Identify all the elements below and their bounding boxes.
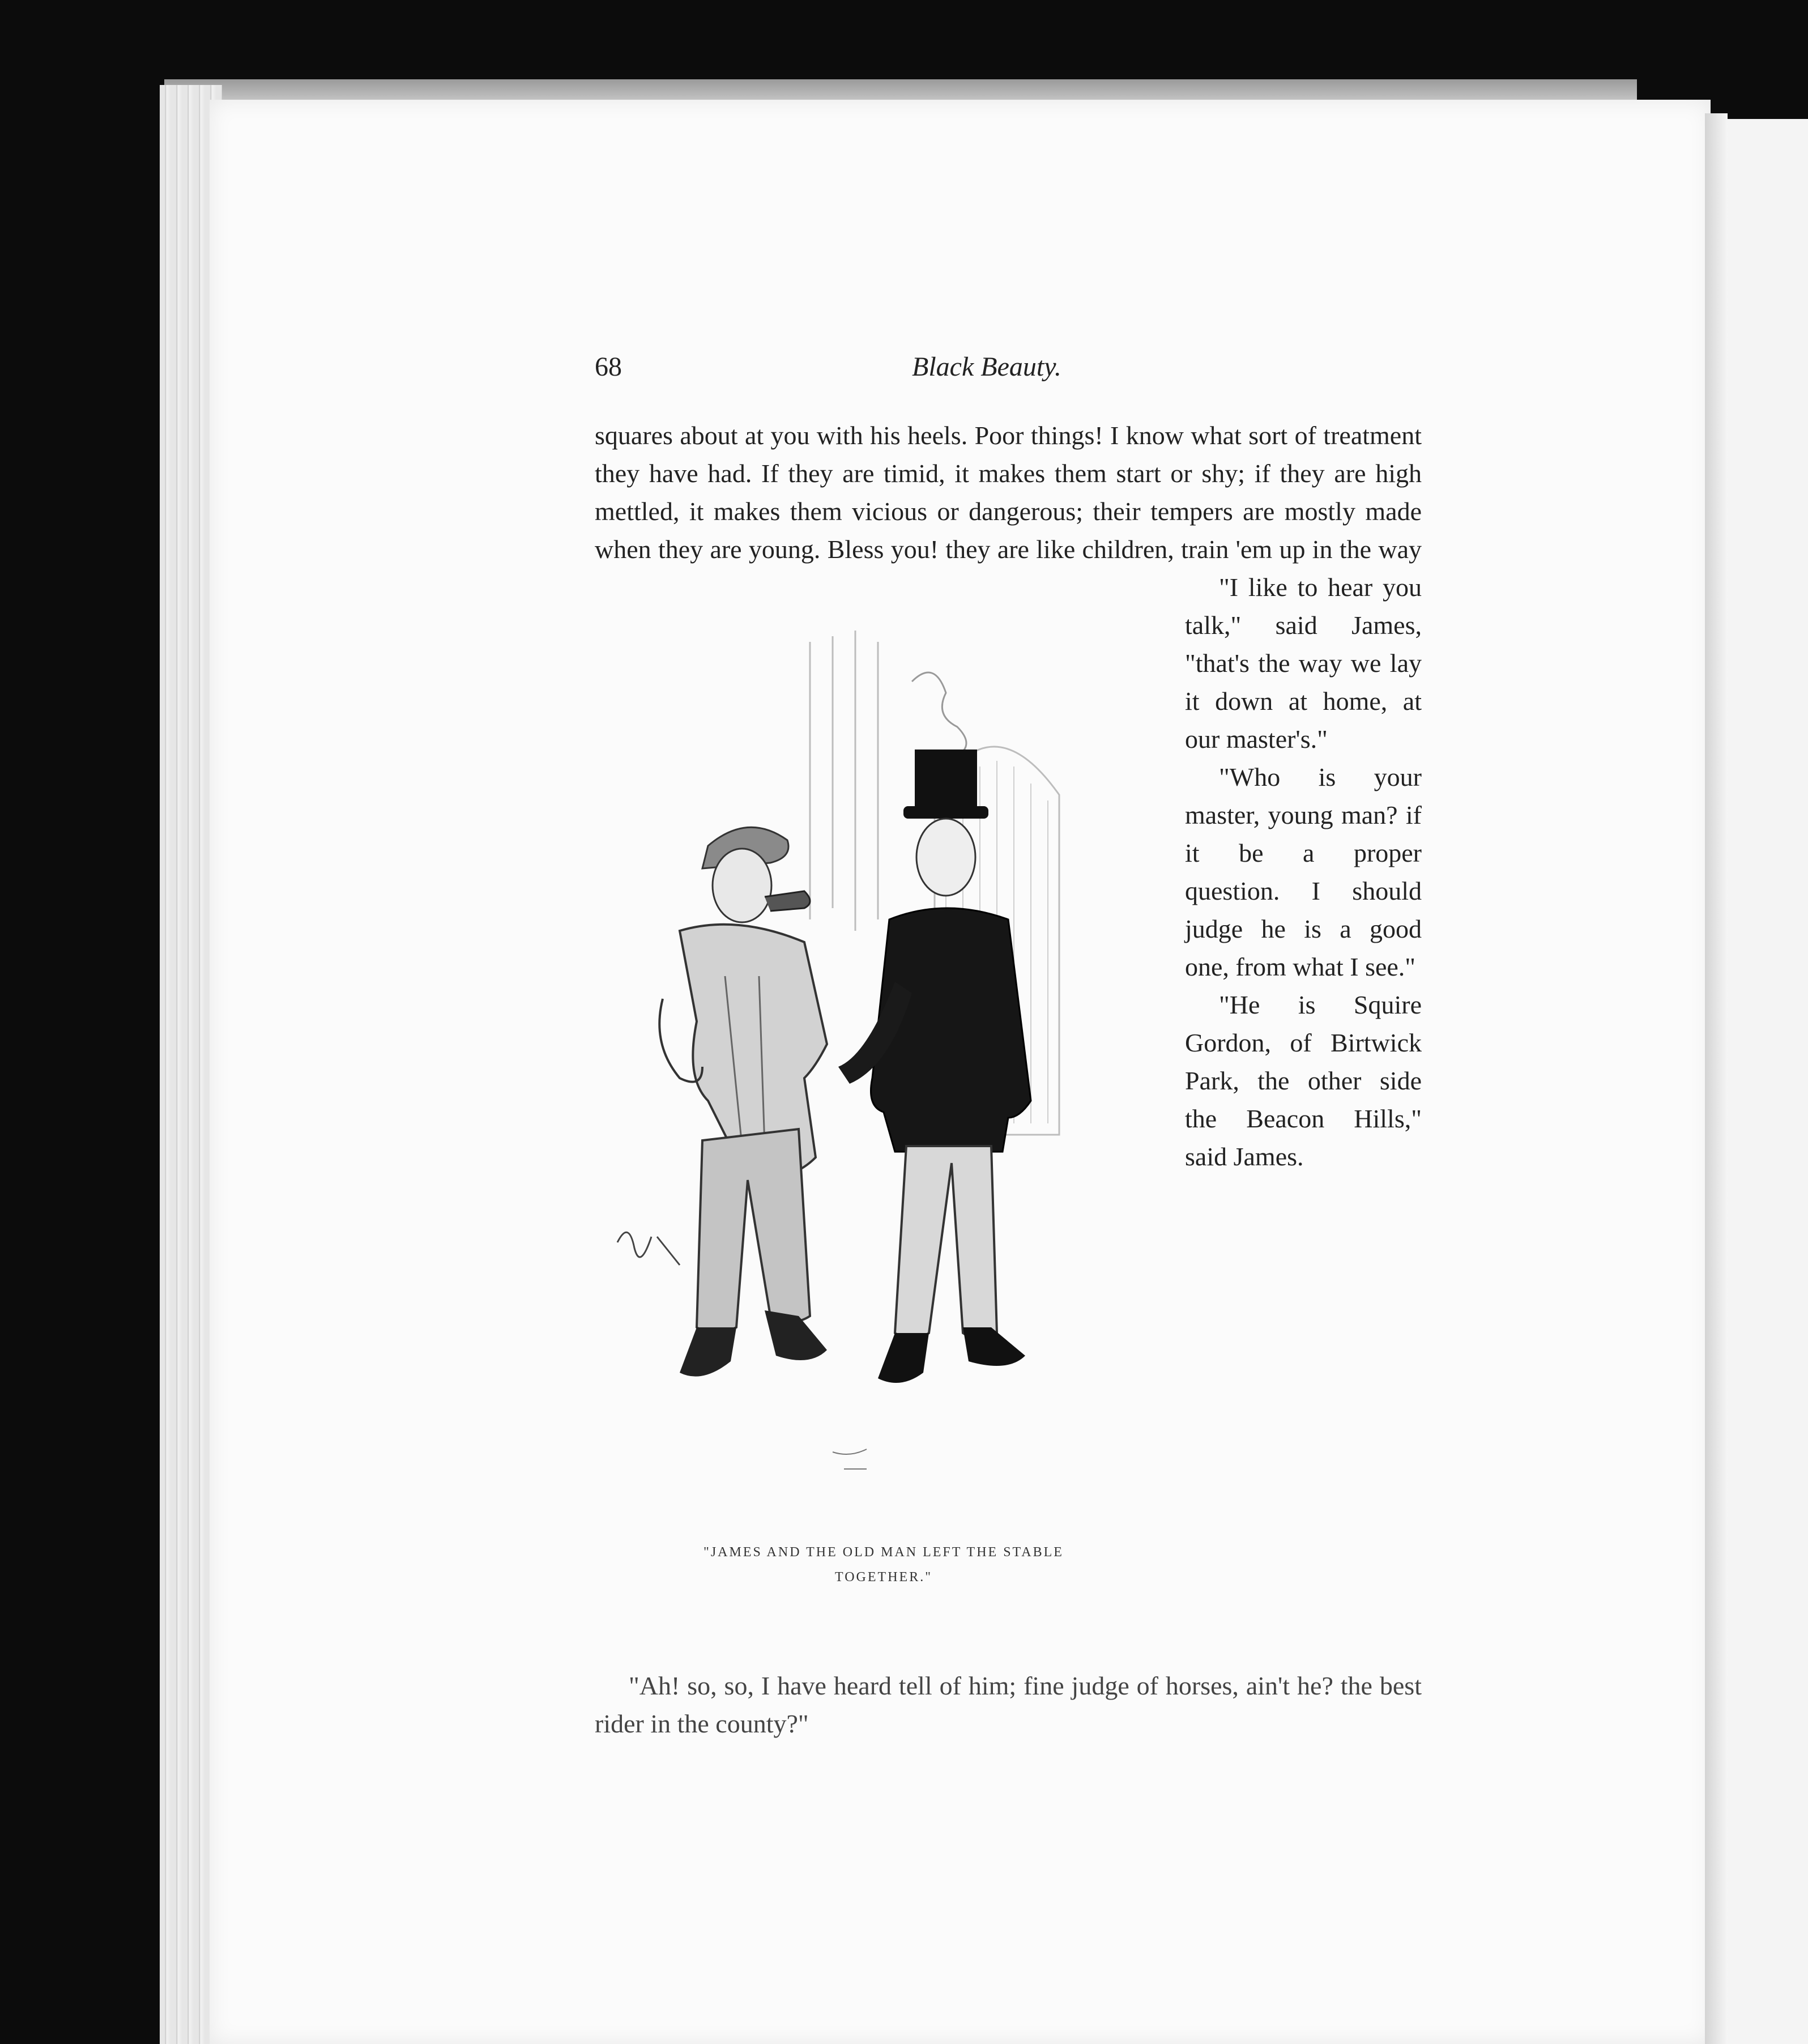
- running-title: Black Beauty.: [912, 352, 1061, 382]
- artist-signature: [617, 1232, 680, 1265]
- paragraph-2: "I like to hear you talk," said James, "that's the way we lay it down at home, at our master's.": [1185, 573, 1422, 753]
- bottom-text: [595, 1667, 1422, 1743]
- paragraph-4: "He is Squire Gordon, of Birtwick Park, the other side the Beacon Hills," said James.: [1185, 990, 1422, 1171]
- young-man-figure: [838, 750, 1031, 1383]
- next-page-edge: [1728, 119, 1808, 2044]
- illustration-caption: "JAMES AND THE OLD MAN LEFT THE STABLE TOGETHER.": [703, 1545, 1064, 1585]
- old-man-figure: [659, 827, 827, 1376]
- page-number: 68: [595, 352, 622, 382]
- illustration-two-men: [595, 568, 1172, 1531]
- body-text-flow: [595, 416, 1422, 568]
- paragraph-3: "Who is your master, young man? if it be a proper question. I should judge he is a good one, from what I see.": [1185, 763, 1422, 981]
- wrapped-text-column: [1185, 568, 1422, 1213]
- paragraph-opening: squares about at you with his heels. Poor things! I know what sort of treatment they have had. If they are timid, it makes them start or shy; if they are high mettled, it makes them vicious or dangerous; their tempers are mostly made when they are young. Bless you! they are like children, train 'em up in the way: [595, 421, 1422, 564]
- page-gutter: [1705, 113, 1728, 2044]
- page-header: [595, 351, 1422, 391]
- paragraph-5: "Ah! so, so, I have heard tell of him; fine judge of horses, ain't he? the best rider in the county?": [595, 1671, 1422, 1738]
- illustration-figure: [595, 568, 1172, 1690]
